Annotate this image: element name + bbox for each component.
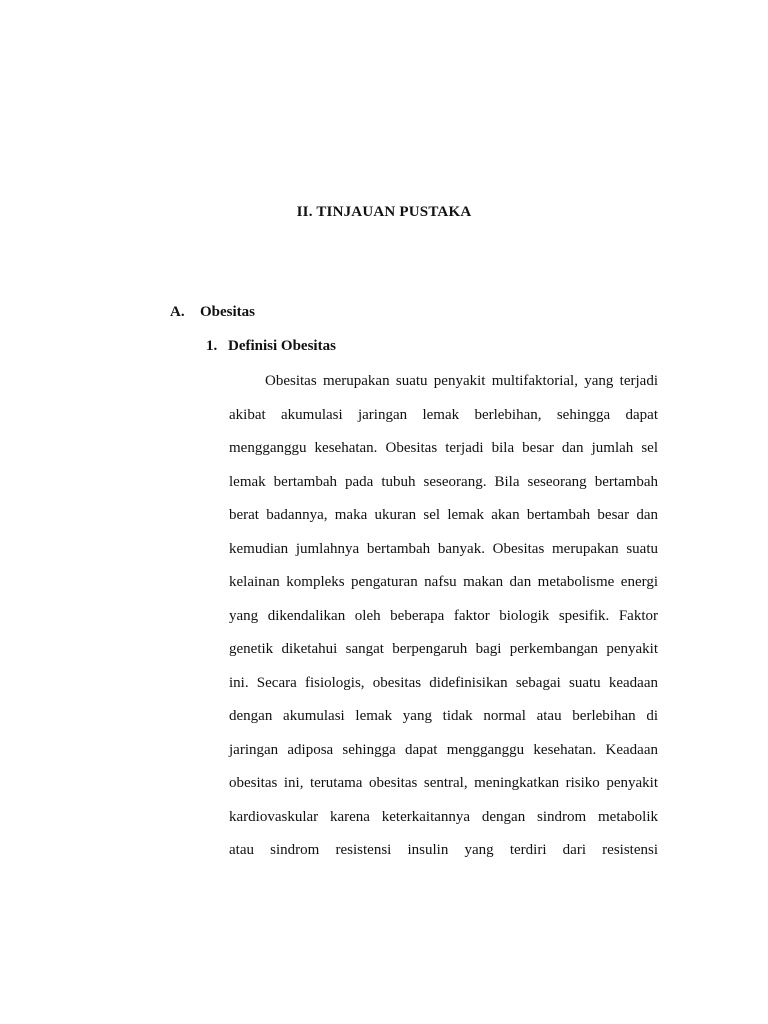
paragraph-line: yang dikendalikan oleh beberapa faktor biologik spesifik. Faktor bbox=[229, 607, 658, 624]
paragraph-line: obesitas ini, terutama obesitas sentral, meningkatkan risiko penyakit bbox=[229, 775, 658, 791]
paragraph-line: kemudian jumlahnya bertambah banyak. Obesitas merupakan suatu bbox=[229, 540, 658, 557]
paragraph-line: Obesitas merupakan suatu penyakit multifaktorial, yang terjadi bbox=[265, 373, 658, 389]
paragraph-line: mengganggu kesehatan. Obesitas terjadi bila besar dan jumlah sel bbox=[229, 440, 658, 456]
subsection-heading bbox=[206, 338, 336, 355]
subsection-title: Definisi Obesitas bbox=[228, 338, 336, 354]
section-heading bbox=[170, 304, 255, 321]
paragraph-line: dengan akumulasi lemak yang tidak normal atau berlebihan di bbox=[229, 708, 658, 724]
paragraph-line: berat badannya, maka ukuran sel lemak akan bertambah besar dan bbox=[229, 507, 658, 523]
paragraph-line: akibat akumulasi jaringan lemak berlebihan, sehingga dapat bbox=[229, 406, 658, 423]
paragraph-line: ini. Secara fisiologis, obesitas didefinisikan sebagai suatu keadaan bbox=[229, 674, 658, 691]
paragraph-line: jaringan adiposa sehingga dapat mengganggu kesehatan. Keadaan bbox=[229, 741, 658, 758]
section-number: A. bbox=[170, 304, 185, 320]
paragraph-line: kelainan kompleks pengaturan nafsu makan dan metabolisme energi bbox=[229, 574, 658, 590]
chapter-title: II. TINJAUAN PUSTAKA bbox=[296, 204, 472, 220]
paragraph-line: kardiovaskular karena keterkaitannya dengan sindrom metabolik bbox=[229, 808, 658, 825]
body-paragraph bbox=[229, 371, 658, 874]
paragraph-line: genetik diketahui sangat berpengaruh bagi perkembangan penyakit bbox=[229, 641, 658, 657]
paragraph-line: lemak bertambah pada tubuh seseorang. Bila seseorang bertambah bbox=[229, 473, 658, 490]
section-title: Obesitas bbox=[200, 304, 256, 320]
paragraph-line: atau sindrom resistensi insulin yang terdiri dari resistensi bbox=[229, 842, 658, 858]
subsection-number: 1. bbox=[206, 338, 218, 354]
